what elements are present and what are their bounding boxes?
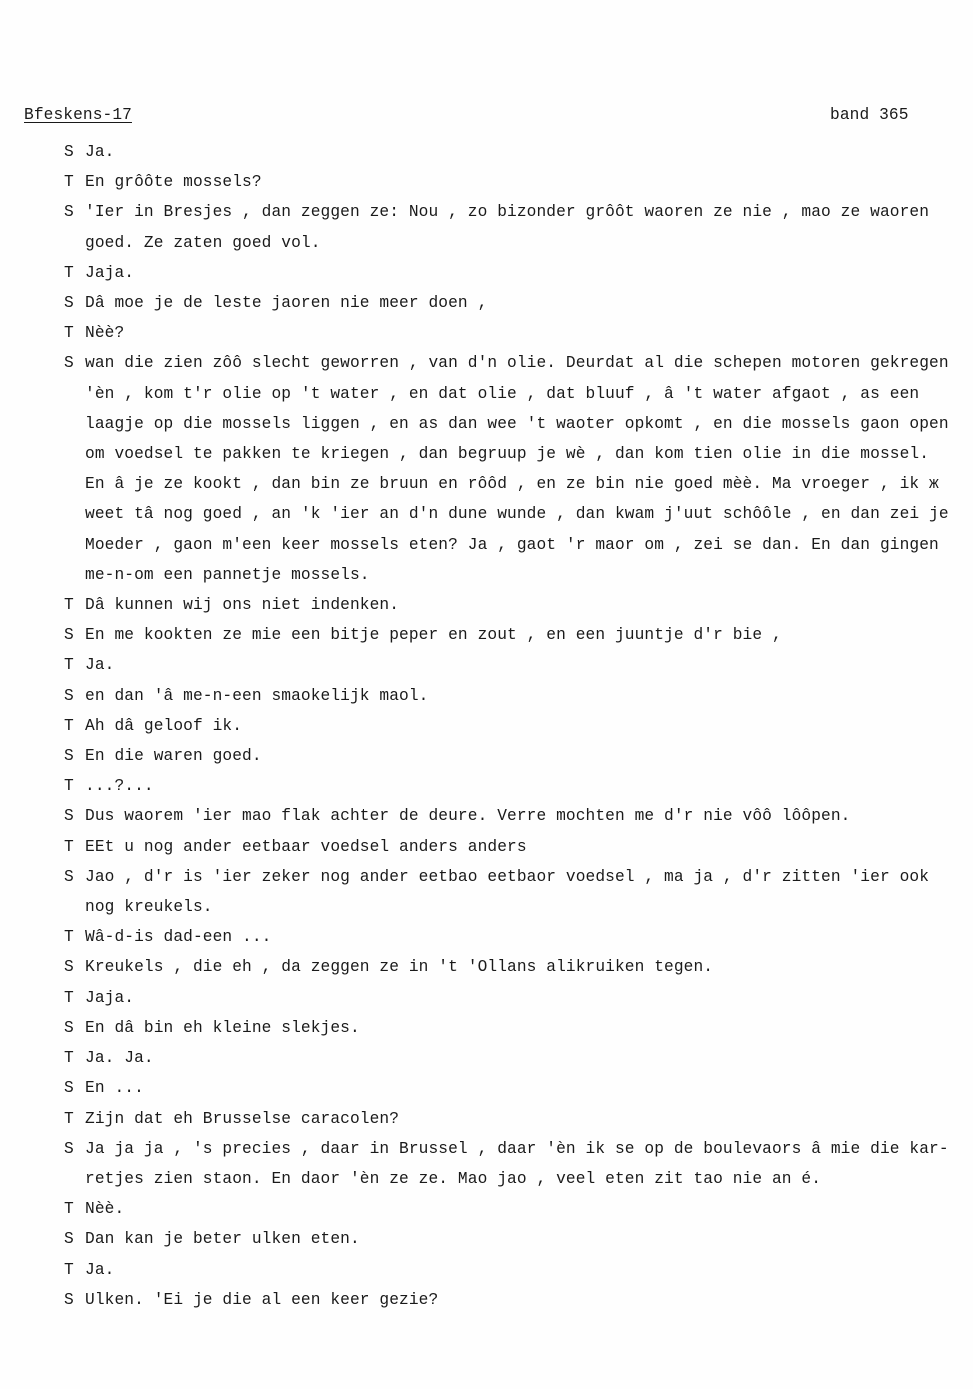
utterance-text bbox=[85, 801, 964, 831]
speaker-label: S bbox=[64, 747, 74, 766]
text-line: 'Ier in Bresjes , dan zeggen ze: Nou , zo bizonder grôôt waoren ze nie , mao ze waoren bbox=[85, 203, 930, 222]
text-line: retjes zien staon. En daor 'èn ze ze. Mao jao , veel eten zit tao nie an é. bbox=[85, 1169, 822, 1188]
text-line: nog kreukels. bbox=[85, 898, 213, 917]
utterance-text bbox=[85, 348, 964, 590]
text-line: En me kookten ze mie een bitje peper en zout , en een juuntje d'r bie , bbox=[85, 626, 782, 645]
text-line: Moeder , gaon m'een keer mossels eten? Ja , gaot 'r maor om , zei se dan. En dan gingen bbox=[85, 535, 939, 554]
speaker-label: T bbox=[64, 656, 74, 675]
dialogue-turn bbox=[64, 1104, 964, 1134]
text-line: Ja. bbox=[85, 143, 115, 161]
dialogue-turn bbox=[64, 983, 964, 1013]
text-line: Ja. bbox=[85, 1260, 115, 1279]
dialogue-turn bbox=[64, 1194, 964, 1224]
speaker-label: S bbox=[64, 143, 74, 161]
speaker-label: T bbox=[64, 928, 74, 947]
text-line: EEt u nog ander eetbaar voedsel anders anders bbox=[85, 837, 527, 856]
dialogue-turn bbox=[64, 741, 964, 771]
speaker-label: S bbox=[64, 626, 74, 645]
dialogue-turn bbox=[64, 1043, 964, 1073]
utterance-text bbox=[85, 681, 964, 711]
text-line: ...?... bbox=[85, 777, 154, 796]
speaker-label: S bbox=[64, 1018, 74, 1037]
text-line: Kreukels , die eh , da zeggen ze in 't 'Ollans alikruiken tegen. bbox=[85, 958, 714, 977]
utterance-text bbox=[85, 771, 964, 801]
text-line: om voedsel te pakken te kriegen , dan begruup je wè , dan kom tien olie in die mossel. bbox=[85, 445, 930, 464]
dialogue-turn bbox=[64, 1224, 964, 1254]
utterance-text bbox=[85, 620, 964, 650]
dialogue-turn bbox=[64, 650, 964, 680]
text-line: Nèè. bbox=[85, 1200, 125, 1219]
speaker-label: T bbox=[64, 837, 74, 856]
text-line: Ah dâ geloof ik. bbox=[85, 716, 243, 735]
text-line: En die waren goed. bbox=[85, 747, 262, 766]
speaker-label: T bbox=[64, 988, 74, 1007]
text-line: Zijn dat eh Brusselse caracolen? bbox=[85, 1109, 400, 1128]
speaker-label: S bbox=[64, 807, 74, 826]
utterance-text bbox=[85, 1013, 964, 1043]
text-line: Wâ-d-is dad-een ... bbox=[85, 928, 272, 947]
speaker-label: T bbox=[64, 1049, 74, 1068]
text-line: En ... bbox=[85, 1079, 144, 1098]
speaker-label: T bbox=[64, 1200, 74, 1219]
text-line: Nèè? bbox=[85, 324, 125, 343]
dialogue-turn bbox=[64, 1073, 964, 1103]
text-line: 'èn , kom t'r olie op 't water , en dat olie , dat bluuf , â 't water afgaot , as een bbox=[85, 384, 920, 403]
dialogue-turn bbox=[64, 1013, 964, 1043]
dialogue-turn bbox=[64, 801, 964, 831]
speaker-label: T bbox=[64, 1260, 74, 1279]
speaker-label: T bbox=[64, 173, 74, 192]
speaker-label: T bbox=[64, 777, 74, 796]
speaker-label: T bbox=[64, 716, 74, 735]
text-line: Dâ moe je de leste jaoren nie meer doen , bbox=[85, 294, 488, 313]
speaker-label: T bbox=[64, 596, 74, 615]
speaker-label: S bbox=[64, 1139, 74, 1158]
text-line: me-n-om een pannetje mossels. bbox=[85, 565, 370, 584]
dialogue-turn bbox=[64, 1134, 964, 1194]
text-line: Ulken. 'Ei je die al een keer gezie? bbox=[85, 1290, 439, 1309]
text-line: Jao , d'r is 'ier zeker nog ander eetbao eetbaor voedsel , ma ja , d'r zitten 'ier ook bbox=[85, 867, 930, 886]
utterance-text bbox=[85, 1134, 964, 1194]
utterance-text bbox=[85, 862, 964, 922]
speaker-label: S bbox=[64, 1290, 74, 1309]
dialogue-turn bbox=[64, 922, 964, 952]
dialogue-turn bbox=[64, 348, 964, 590]
text-line: Ja. bbox=[85, 656, 115, 675]
dialogue-turn bbox=[64, 590, 964, 620]
speaker-label: S bbox=[64, 958, 74, 977]
utterance-text bbox=[85, 137, 964, 167]
text-line: Dan kan je beter ulken eten. bbox=[85, 1230, 360, 1249]
text-line: En dâ bin eh kleine slekjes. bbox=[85, 1018, 360, 1037]
utterance-text bbox=[85, 1073, 964, 1103]
utterance-text bbox=[85, 197, 964, 257]
dialogue-turn bbox=[64, 862, 964, 922]
utterance-text bbox=[85, 1285, 964, 1315]
text-line: En grôôte mossels? bbox=[85, 173, 262, 192]
utterance-text bbox=[85, 258, 964, 288]
text-line: Dâ kunnen wij ons niet indenken. bbox=[85, 596, 400, 615]
text-line: goed. Ze zaten goed vol. bbox=[85, 233, 321, 252]
utterance-text bbox=[85, 1194, 964, 1224]
dialogue-turn bbox=[64, 167, 964, 197]
utterance-text bbox=[85, 952, 964, 982]
dialogue-turn bbox=[64, 1255, 964, 1285]
text-line: Ja. Ja. bbox=[85, 1049, 154, 1068]
utterance-text bbox=[85, 288, 964, 318]
dialogue-turn bbox=[64, 288, 964, 318]
dialogue-turn bbox=[64, 771, 964, 801]
utterance-text bbox=[85, 1255, 964, 1285]
tape-number: band 365 bbox=[830, 106, 909, 124]
utterance-text bbox=[85, 1043, 964, 1073]
text-line: laagje op die mossels liggen , en as dan wee 't waoter opkomt , en die mossels gaon open bbox=[85, 414, 949, 433]
utterance-text bbox=[85, 983, 964, 1013]
dialogue-turn bbox=[64, 952, 964, 982]
dialogue-turn bbox=[64, 681, 964, 711]
speaker-label: S bbox=[64, 294, 74, 313]
speaker-label: S bbox=[64, 203, 74, 222]
dialogue-turn bbox=[64, 258, 964, 288]
utterance-text bbox=[85, 1224, 964, 1254]
speaker-label: S bbox=[64, 686, 74, 705]
text-line: en dan 'â me-n-een smaokelijk maol. bbox=[85, 686, 429, 705]
speaker-label: S bbox=[64, 1079, 74, 1098]
utterance-text bbox=[85, 590, 964, 620]
utterance-text bbox=[85, 832, 964, 862]
text-line: wan die zien zôô slecht geworren , van d'n olie. Deurdat al die schepen motoren gekregen bbox=[85, 354, 949, 373]
text-line: weet tâ nog goed , an 'k 'ier an d'n dune wunde , dan kwam j'uut schôôle , en dan zei je bbox=[85, 505, 949, 524]
text-line: Dus waorem 'ier mao flak achter de deure. Verre mochten me d'r nie vôô lôôpen. bbox=[85, 807, 851, 826]
speaker-label: S bbox=[64, 354, 74, 373]
speaker-label: T bbox=[64, 1109, 74, 1128]
utterance-text bbox=[85, 711, 964, 741]
speaker-label: T bbox=[64, 263, 74, 282]
text-line: Jaja. bbox=[85, 263, 135, 282]
dialogue-turn bbox=[64, 197, 964, 257]
dialogue-turn bbox=[64, 711, 964, 741]
text-line: Ja ja ja , 's precies , daar in Brussel , daar 'èn ik se op de boulevaors â mie die kar- bbox=[85, 1139, 949, 1158]
utterance-text bbox=[85, 167, 964, 197]
dialogue-turn bbox=[64, 318, 964, 348]
dialogue-turn bbox=[64, 832, 964, 862]
dialogue-turn bbox=[64, 1285, 964, 1315]
utterance-text bbox=[85, 318, 964, 348]
page-header bbox=[24, 106, 913, 128]
speaker-label: T bbox=[64, 324, 74, 343]
utterance-text bbox=[85, 922, 964, 952]
text-line: Jaja. bbox=[85, 988, 135, 1007]
speaker-label: S bbox=[64, 867, 74, 886]
dialogue-turn bbox=[64, 620, 964, 650]
transcript-body bbox=[64, 137, 964, 1315]
document-id: Bfeskens-17 bbox=[24, 106, 132, 124]
utterance-text bbox=[85, 1104, 964, 1134]
utterance-text bbox=[85, 741, 964, 771]
speaker-label: S bbox=[64, 1230, 74, 1249]
utterance-text bbox=[85, 650, 964, 680]
dialogue-turn bbox=[64, 137, 964, 167]
text-line: En â je ze kookt , dan bin ze bruun en rôôd , en ze bin nie goed mèè. Ma vroeger , ik ж bbox=[85, 475, 939, 494]
